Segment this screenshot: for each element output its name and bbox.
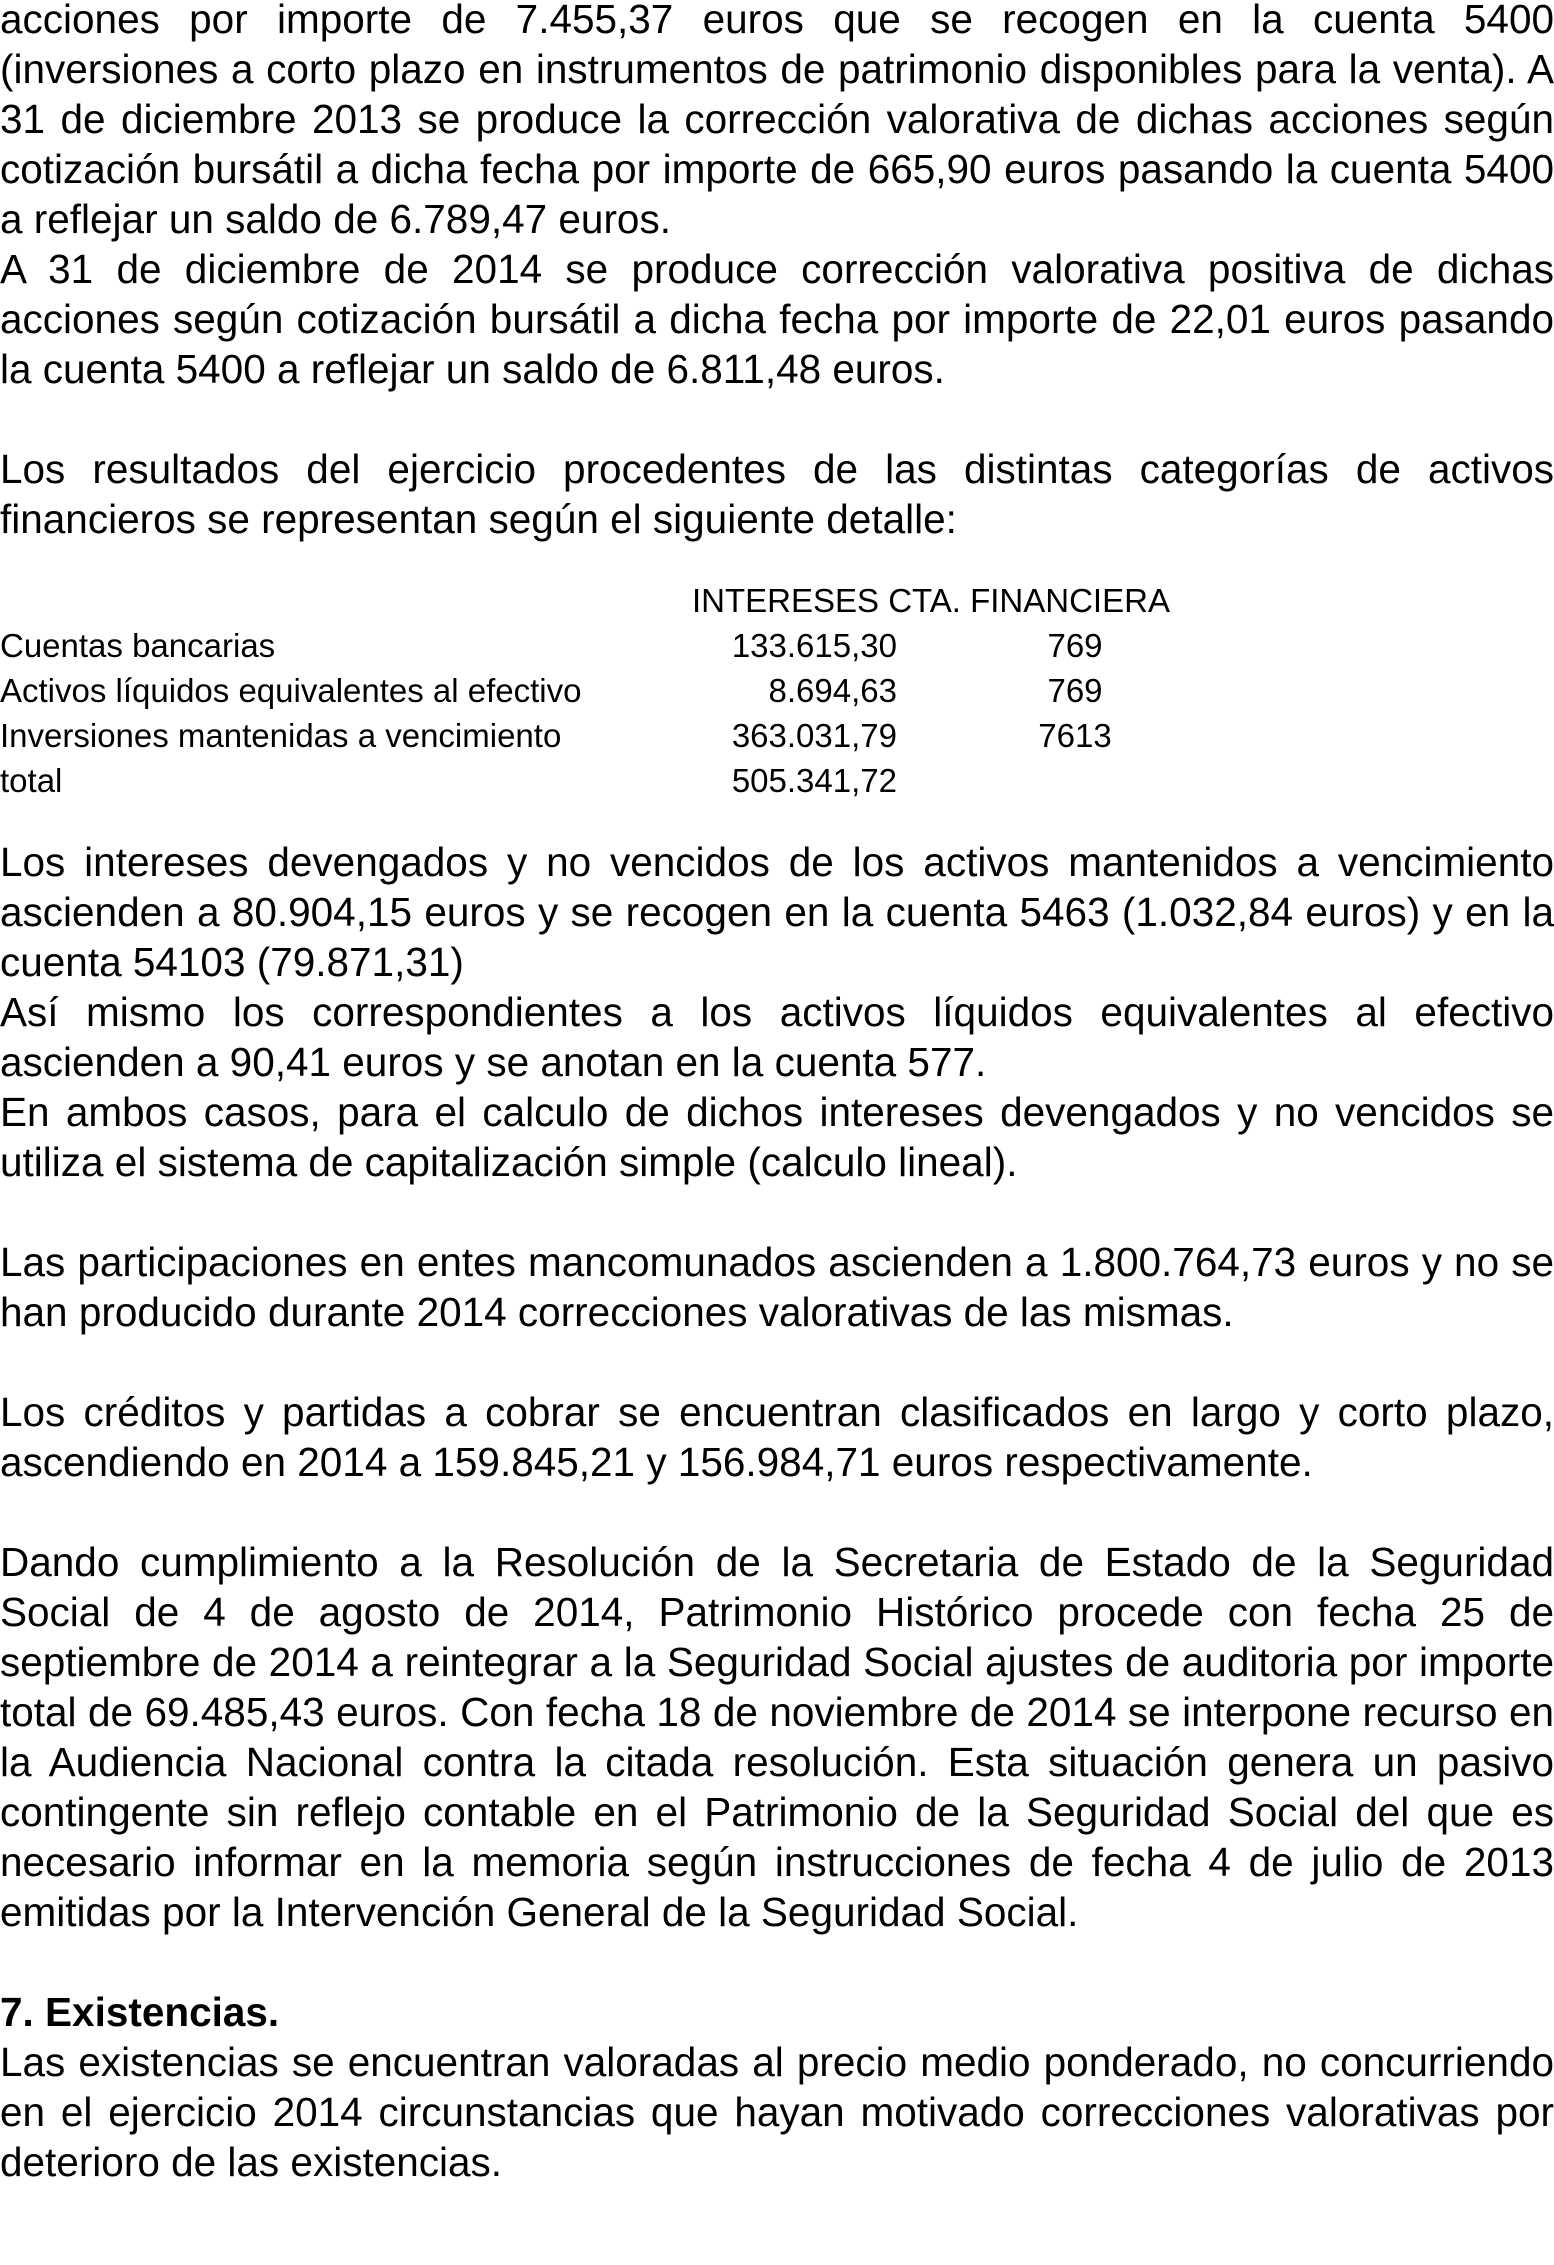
table-row xyxy=(0,623,1554,668)
spacer xyxy=(0,1937,1554,1987)
paragraph-existencias: Las existencias se encuentran valoradas al precio medio ponderado, no concurriendo en el ejercicio 2014 circunstancias que hayan motivado correcciones valorativas por deterioro de las existencias. xyxy=(0,2039,1554,2185)
table-total-row xyxy=(0,758,1554,803)
row-intereses: 363.031,79 xyxy=(731,717,897,754)
row-label: Activos líquidos equivalentes al efectivo xyxy=(0,672,582,709)
table-header-row xyxy=(0,578,1554,623)
table-row xyxy=(0,668,1554,713)
spacer xyxy=(0,394,1554,444)
row-cuenta: 7613 xyxy=(1038,717,1112,754)
row-label: Cuentas bancarias xyxy=(0,627,276,664)
row-label: total xyxy=(0,762,63,799)
paragraph-intereses-devengados: Los intereses devengados y no vencidos de los activos mantenidos a vencimiento ascienden a 80.904,15 euros y se recogen en la cuenta 5463 (1.032,84 euros) y en la cuenta 54103 (79.871,31) xyxy=(0,839,1554,985)
spacer xyxy=(0,1187,1554,1237)
row-intereses: 505.341,72 xyxy=(731,762,897,799)
table-header: INTERESES CTA. FINANCIERA xyxy=(692,582,1170,619)
row-intereses: 133.615,30 xyxy=(731,627,897,664)
table-row xyxy=(0,713,1554,758)
paragraph-resultados-intro: Los resultados del ejercicio procedentes de las distintas categorías de activos financieros se representan según el siguiente detalle: xyxy=(0,446,1554,542)
row-cuenta: 769 xyxy=(1047,672,1103,709)
spacer xyxy=(0,1337,1554,1387)
paragraph-resolucion: Dando cumplimiento a la Resolución de la Secretaria de Estado de la Seguridad Social de 4 de agosto de 2014, Patrimonio Histórico procede con fecha 25 de septiembre de 2014 a reintegrar a la Seguridad Social ajustes de auditoria por importe total de 69.485,43 euros. Con fecha 18 de noviembre de 2014 se interpone recurso en la Audiencia Nacional contra la citada resolución. Esta situación genera un pasivo contingente sin reflejo contable en el Patrimonio de la Seguridad Social del que es necesario informar en la memoria según instrucciones de fecha 4 de julio de 2013 emitidas por la Intervención General de la Seguridad Social. xyxy=(0,1539,1554,1935)
spacer xyxy=(0,544,1554,578)
paragraph-creditos: Los créditos y partidas a cobrar se encuentran clasificados en largo y corto plazo, ascendiendo en 2014 a 159.845,21 y 156.984,71 euros respectivamente. xyxy=(0,1389,1554,1485)
row-intereses: 8.694,63 xyxy=(768,672,897,709)
row-cuenta: 769 xyxy=(1047,627,1103,664)
paragraph-activos-liquidos: Así mismo los correspondientes a los activos líquidos equivalentes al efectivo ascienden a 90,41 euros y se anotan en la cuenta 577. xyxy=(0,989,1554,1085)
section-title-existencias: 7. Existencias. xyxy=(0,1989,280,2035)
spacer xyxy=(0,1487,1554,1537)
financial-results-table xyxy=(0,578,1554,803)
paragraph-capitalizacion: En ambos casos, para el calculo de dichos intereses devengados y no vencidos se utiliza el sistema de capitalización simple (calculo lineal). xyxy=(0,1089,1554,1185)
spacer xyxy=(0,803,1554,837)
paragraph-participaciones: Las participaciones en entes mancomunados ascienden a 1.800.764,73 euros y no se han producido durante 2014 correcciones valorativas de las mismas. xyxy=(0,1239,1554,1335)
paragraph-acciones-2013: acciones por importe de 7.455,37 euros que se recogen en la cuenta 5400 (inversiones a corto plazo en instrumentos de patrimonio disponibles para la venta). A 31 de diciembre 2013 se produce la corrección valorativa de dichas acciones según cotización bursátil a dicha fecha por importe de 665,90 euros pasando la cuenta 5400 a reflejar un saldo de 6.789,47 euros. xyxy=(0,0,1554,242)
paragraph-acciones-2014: A 31 de diciembre de 2014 se produce corrección valorativa positiva de dichas acciones según cotización bursátil a dicha fecha por importe de 22,01 euros pasando la cuenta 5400 a reflejar un saldo de 6.811,48 euros. xyxy=(0,246,1554,392)
row-label: Inversiones mantenidas a vencimiento xyxy=(0,717,562,754)
